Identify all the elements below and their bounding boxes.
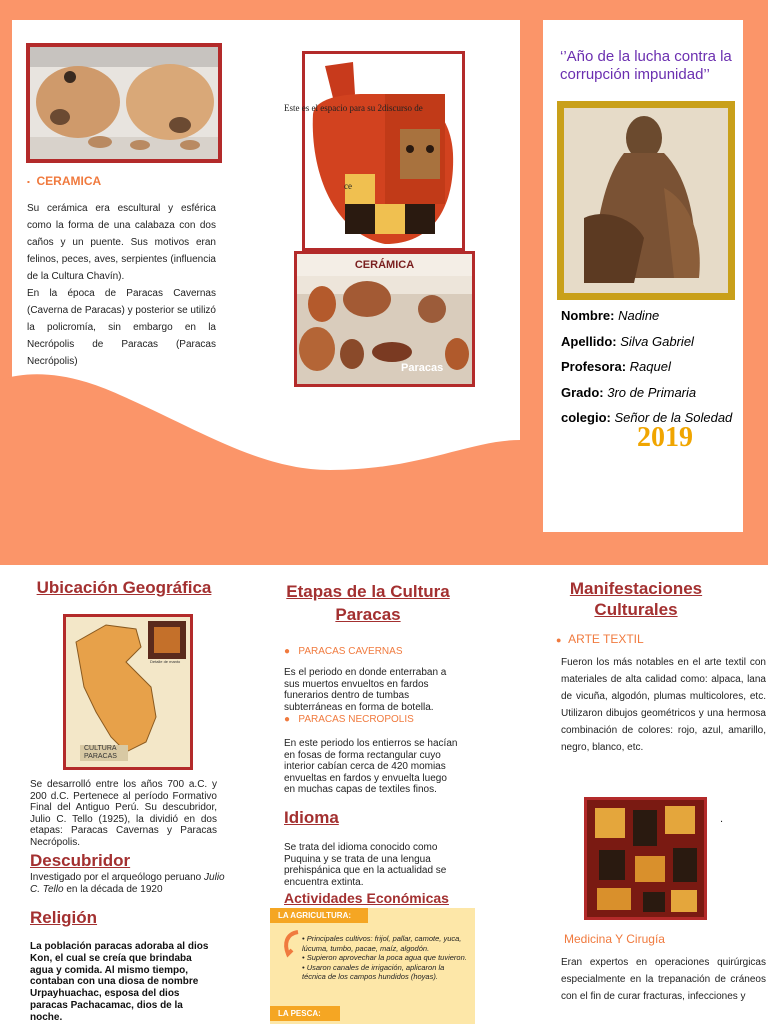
ceramica-photo-caption: Paracas (401, 362, 444, 374)
arte-textil-label: ● ARTE TEXTIL (556, 632, 644, 646)
bullet-icon: ● (284, 714, 291, 725)
etapa-2-text: En este periodo los entierros se hacían en fosas de forma rectangular cuyo interior cabían cerca de 420 momias envueltas en fardos y envuelta luego en muchas capas de textiles finos. (284, 738, 458, 795)
cover-motto: ‘’Año de la lucha contra la corrupción impunidad’’ (560, 48, 732, 83)
cover-info (561, 303, 741, 431)
pesca-title-bar: LA PESCA: (270, 1006, 340, 1021)
bullet-icon: ▪ (27, 177, 30, 187)
info-grado: Grado: 3ro de Primaria (561, 384, 697, 400)
descubridor-heading: Descubridor (30, 851, 131, 870)
cover-year: 2019 (637, 422, 693, 453)
religion-text: La población paracas adoraba al dios Kon, el cual se creía que brindaba agua y comida. Al mismo tiempo, contaban con una diosa de nombre Urpayhuachac, esposa del dios paracas Pachacamac, dios de la noche. (30, 941, 209, 1023)
bullet-icon: ● (556, 635, 562, 645)
medicina-text: Eran expertos en operaciones quirúrgicas especialmente en la trepanación de cráneos con el fin de curar fracturas, infecciones y (561, 957, 766, 1002)
etapa-1-label: ● PARACAS CAVERNAS (284, 646, 403, 657)
ceramica-photo-title: CERÁMICA (354, 259, 415, 271)
map-label-manto: Detalle de manto (150, 659, 181, 664)
ubicacion-heading: Ubicación Geográfica (36, 578, 212, 597)
textile-photo (584, 797, 707, 920)
etapas-heading: Etapas de la Cultura Paracas (286, 582, 450, 624)
ubicacion-text: Se desarrolló entre los años 700 a.C. y 200 d.C. Pertenece al período Formativo Final del Antiguo Perú. Su descubridor, Julio C. Tello (1925), la dividió en dos etapas: Paracas Cavernas y Paracas Necrópolis. (30, 779, 217, 848)
agricultura-title-bar: LA AGRICULTURA: (270, 908, 368, 923)
agricultura-bullet-3: • Usaron canales de irrigación, aplicaron la técnica de los campos hundidos (hoyas). (302, 962, 445, 982)
idioma-heading: Idioma (284, 808, 339, 827)
info-profesora: Profesora: Raquel (561, 359, 671, 374)
medicina-heading: Medicina Y Cirugía (564, 932, 665, 946)
vessel-photo (302, 51, 465, 251)
skulls-photo (26, 43, 222, 163)
descubridor-text: Investigado por el arqueólogo peruano Julio C. Tello en la década de 1920 (30, 872, 225, 895)
manifestaciones-heading: Manifestaciones Culturales (569, 579, 703, 619)
stray-dot: . (720, 813, 724, 825)
arte-textil-text: Fueron los más notables en el arte textil con materiales de alta calidad como: alpaca, lana de vicuña, algodón, plumas multicolores, etc. Utilizaron dibujos geométricos y una hermosa combinación de colores: rojo, azul, amarillo, negro, blanco, etc. (561, 657, 766, 753)
religion-heading: Religión (30, 908, 98, 927)
etapa-1-text: Es el periodo en donde enterraban a sus muertos envueltos en fardos funerarios dentro de tumbas subterráneas en forma de botella. (284, 667, 447, 713)
info-nombre: Nombre: Nadine (561, 308, 660, 323)
mummy-photo (557, 101, 735, 300)
actividades-heading: Actividades Económicas (284, 890, 449, 906)
agricultura-bullets (302, 934, 468, 982)
idioma-text: Se trata del idioma conocido como Puquina y se trata de una lengua prehispánica que en la actualidad se encuentra extinta. (284, 842, 447, 888)
map-label-cultura: CULTURA PARACAS (84, 745, 117, 760)
etapa-2-label: ● PARACAS NECROPOLIS (284, 714, 414, 725)
peru-map (63, 614, 193, 770)
vessel-overlay-text-2: ce (344, 181, 352, 191)
curve-arrow-icon (282, 930, 300, 960)
bullet-icon: ● (284, 646, 291, 657)
agricultura-box (270, 908, 475, 1024)
vessel-overlay-text: Este es el espacio para su 2discurso de (284, 103, 423, 113)
info-apellido: Apellido: Silva Gabriel (561, 333, 694, 349)
ceramica-heading: ▪ CERAMICA (27, 174, 102, 188)
info-colegio: colegio: Señor de la Soledad (561, 410, 733, 425)
agricultura-bullet-2: • Supieron aprovechar la poca agua que tuvieron. (302, 953, 467, 963)
ceramica-paragraph: Su cerámica era escultural y esférica como la forma de una calabaza con dos caños y un puente. Sus motivos eran felinos, peces, aves, serpientes (influencia de la Cultura Chavín). En la época de Paracas Cavernas (Caverna de Paracas) y posterior se utilizó la policromía, sin embargo en la Necrópolis de Paracas (Paracas Necrópolis) (27, 203, 216, 367)
ceramica-exhibit-photo (294, 251, 475, 387)
agricultura-bullet-1: • Principales cultivos: frijol, pallar, camote, yuca, lúcuma, tumbo, pacae, maíz, algodón. (302, 934, 462, 953)
